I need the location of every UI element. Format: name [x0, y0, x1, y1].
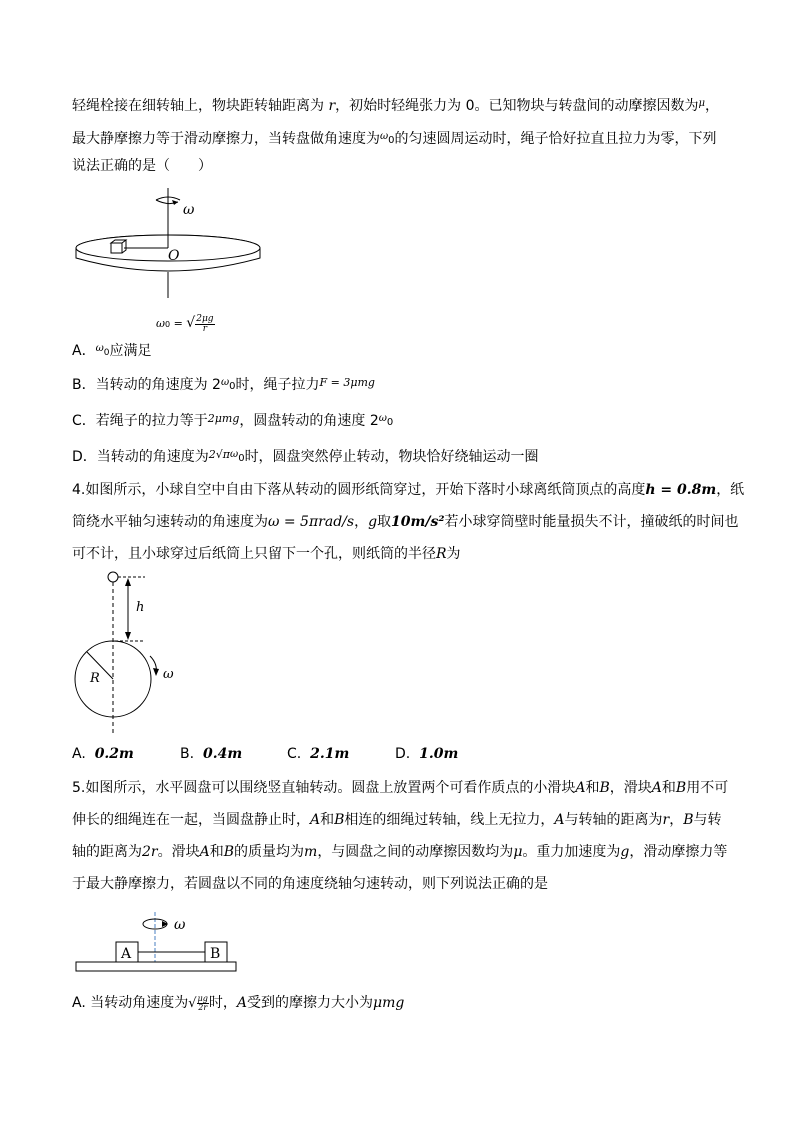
- q3-option-d: D．当转动的角速度为$^{2√\pi\omega}$0时，圆盘突然停止转动，物块恰好绕轴运动一圈: [72, 448, 539, 465]
- q5-line-2: 伸长的细绳连在一起，当圆盘静止时，A和B相连的细绳过转轴，线上无拉力，A与转轴的距离为r，B与转: [72, 812, 722, 828]
- q3-line-3: 说法正确的是（ ）: [72, 158, 212, 174]
- h-label: h: [136, 600, 145, 615]
- omega-label: ω: [183, 202, 195, 218]
- cylinder-figure: [70, 568, 190, 740]
- q4-option-a: A. 0.2m: [72, 746, 134, 762]
- q4-line-3: 可不计，且小球穿过后纸筒上只留下一个孔，则纸筒的半径R为: [72, 546, 461, 562]
- q3-option-a: A．$^\omega$0应满足: [72, 343, 152, 359]
- q4-line-1: 4.如图所示，小球自空中自由下落从转动的圆形纸筒穿过，开始下落时小球离纸筒顶点的高度h = 0.8m，纸: [72, 482, 745, 498]
- omega-label: ω: [174, 917, 186, 933]
- block-a-label: A: [121, 946, 132, 962]
- q3-line-1: 轻绳栓接在细转轴上，物块距转轴距离为 r，初始时轻绳张力为 0。已知物块与转盘间的动摩擦因数为$^\mu$，: [72, 98, 720, 114]
- ball-icon: [108, 572, 118, 582]
- q3-option-c: C．若绳子的拉力等于$^{2\mu mg}$，圆盘转动的角速度 $2^\omega 0$: [72, 412, 394, 429]
- block-b-label: B: [210, 946, 221, 962]
- q5-line-3: 轴的距离为2r。滑块A和B的质量均为m，与圆盘之间的动摩擦因数均为μ。重力加速度为g，滑动摩擦力等: [72, 844, 728, 860]
- disk-blocks-figure: [72, 910, 242, 976]
- q5-line-4: 于最大静摩擦力，若圆盘以不同的角速度绕轴匀速转动，则下列说法正确的是: [72, 876, 548, 892]
- q5-line-1: 5.如图所示，水平圆盘可以围绕竖直轴转动。圆盘上放置两个可看作质点的小滑块A和B，滑块A和B用不可: [72, 780, 729, 796]
- q4-option-c: C. 2.1m: [287, 746, 350, 762]
- omega-label: ω: [163, 667, 174, 682]
- q4-option-b: B. 0.4m: [180, 746, 243, 762]
- q4-line-2: 筒绕水平轴匀速转动的角速度为ω = 5πrad/s，g取10m/s²若小球穿筒壁时能量损失不计，撞破纸的时间也: [72, 514, 739, 530]
- q4-option-d: D. 1.0m: [395, 746, 459, 762]
- q5-option-a: A. 当转动角速度为√ $\frac{\mu g}{2r}$ 时，A受到的摩擦力大小为μmg: [72, 993, 405, 1012]
- q3-option-a-formula: ω0 = √ $\frac{2\mu g}{r}$: [156, 313, 214, 334]
- q3-option-b: B．当转动的角速度为 $2^\omega 0$时，绳子拉力$^{F = 3\mu mg}$: [72, 376, 375, 393]
- turntable-figure: [70, 188, 270, 300]
- radius-label: R: [90, 671, 100, 686]
- origin-label: O: [168, 248, 180, 264]
- q3-line-2: 最大静摩擦力等于滑动摩擦力，当转盘做角速度为$^\omega$0的匀速圆周运动时，绳子恰好拉直且拉力为零，下列: [72, 131, 717, 147]
